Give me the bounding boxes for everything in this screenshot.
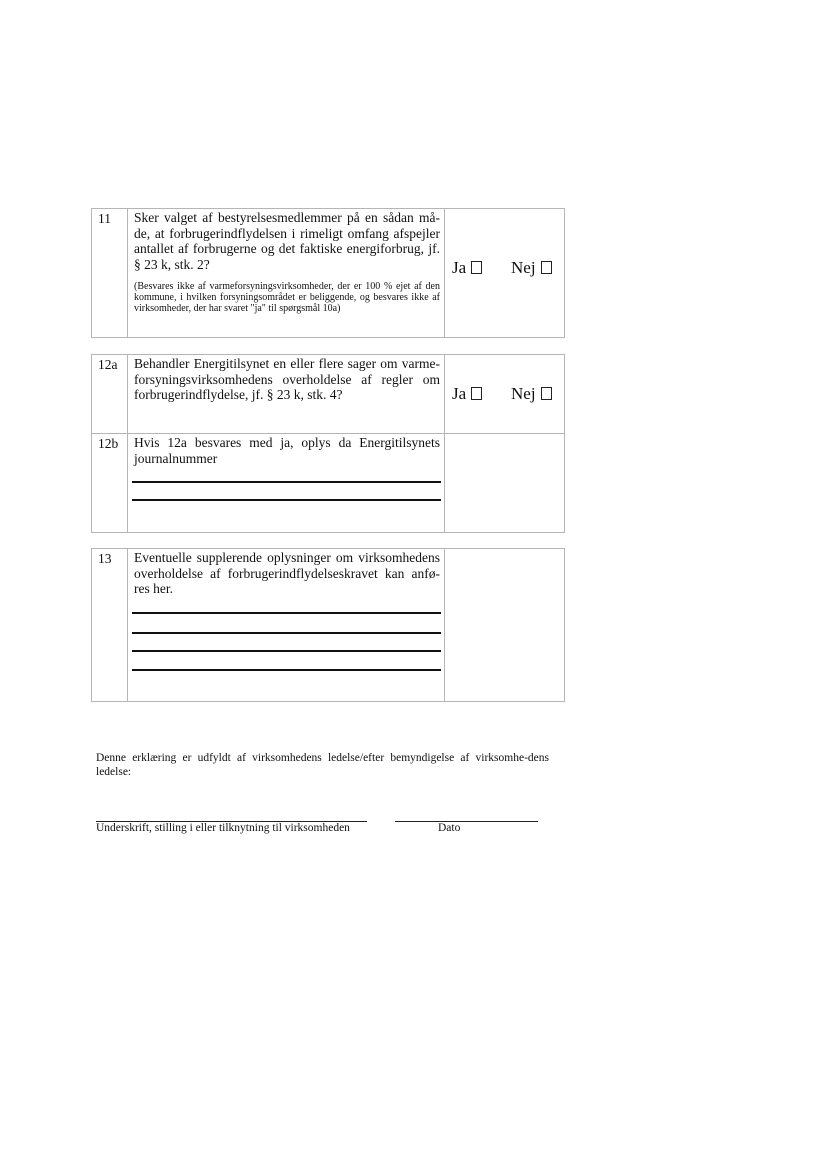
question-number: 12b	[92, 434, 128, 533]
date-label: Dato	[438, 822, 461, 834]
yes-checkbox[interactable]	[471, 261, 482, 274]
date-line[interactable]	[395, 821, 538, 822]
question-text-cell	[128, 209, 445, 337]
question-12a-text: Behandler Energitilsynet en eller flere sager om varme-forsyningsvirksomhedens overholdelse af regler om forbrugerindflydelse, jf. § 23 k, stk. 4?	[128, 355, 445, 433]
signature-label: Underskrift, stilling i eller tilknytning til virksomheden	[96, 822, 350, 834]
question-number: 11	[92, 209, 128, 337]
no-option[interactable]	[511, 258, 552, 278]
question-11-table	[91, 208, 565, 338]
no-label: Nej	[511, 384, 536, 403]
no-option[interactable]	[511, 384, 552, 404]
yes-label: Ja	[452, 258, 467, 277]
answer-cell	[445, 355, 564, 433]
yes-option[interactable]	[452, 384, 482, 404]
additional-info-line[interactable]	[132, 650, 441, 652]
yes-checkbox[interactable]	[471, 387, 482, 400]
question-12-table	[91, 354, 565, 533]
declaration-text: Denne erklæring er udfyldt af virksomhedens ledelse/efter bemyndigelse af virksomhe-dens ledelse:	[96, 752, 549, 778]
no-label: Nej	[511, 258, 536, 277]
answer-cell	[445, 549, 564, 701]
additional-info-line[interactable]	[132, 669, 441, 671]
journal-number-line[interactable]	[132, 499, 441, 501]
question-11-text: Sker valget af bestyrelsesmedlemmer på en sådan må-de, at forbrugerindflydelsen i rimeligt omfang afspejler antallet af forbrugerne og det faktiske energiforbrug, jf. § 23 k, stk. 2?	[134, 210, 440, 272]
yes-option[interactable]	[452, 258, 482, 278]
question-13-text: Eventuelle supplerende oplysninger om virksomhedens overholdelse af forbrugerindflydelseskravet kan anfø-res her.	[128, 549, 445, 701]
journal-number-line[interactable]	[132, 481, 441, 483]
question-12b-text: Hvis 12a besvares med ja, oplys da Energitilsynets journalnummer	[128, 434, 445, 533]
question-number: 12a	[92, 355, 128, 433]
answer-cell	[445, 209, 564, 337]
yes-label: Ja	[452, 384, 467, 403]
question-13-table	[91, 548, 565, 702]
additional-info-line[interactable]	[132, 612, 441, 614]
answer-cell	[445, 434, 564, 533]
no-checkbox[interactable]	[541, 261, 552, 274]
question-11-note: (Besvares ikke af varmeforsyningsvirksomheder, der er 100 % ejet af den kommune, i hvilken forsyningsområdet er beliggende, og besvares ikke af virksomheder, der har svaret "ja" til spørgsmål 10a)	[134, 281, 440, 315]
additional-info-line[interactable]	[132, 632, 441, 634]
no-checkbox[interactable]	[541, 387, 552, 400]
question-number: 13	[92, 549, 128, 701]
